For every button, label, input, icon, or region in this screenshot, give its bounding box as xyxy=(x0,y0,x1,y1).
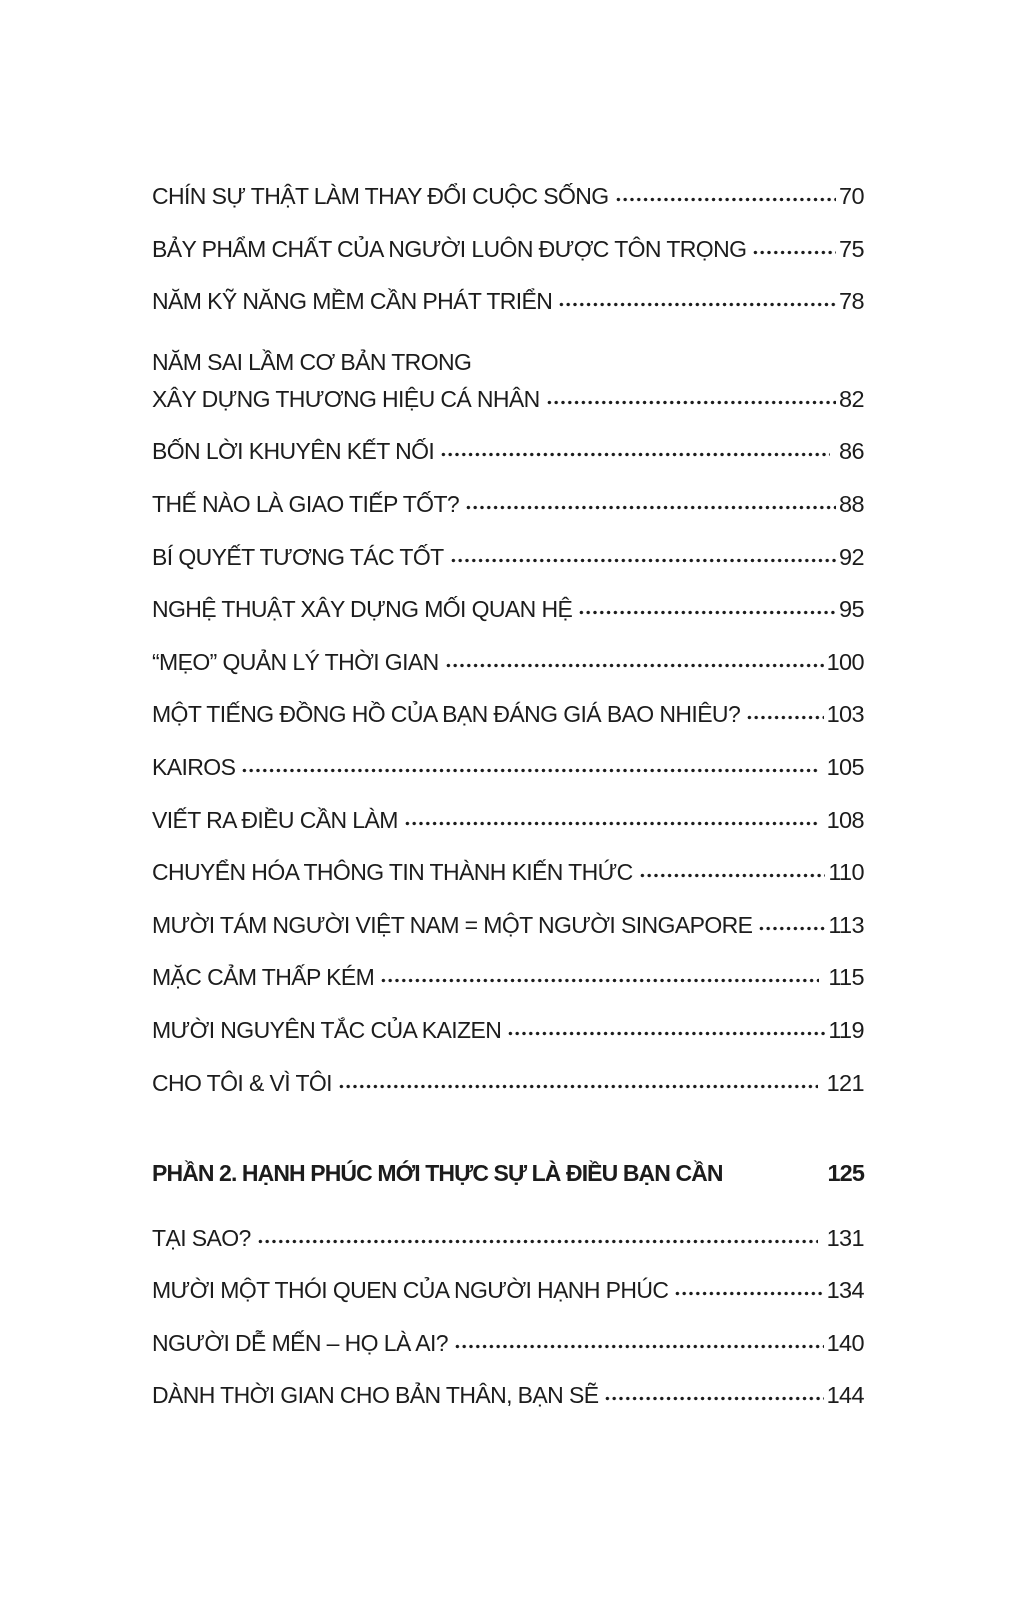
dot-leader xyxy=(440,450,830,459)
toc-entry xyxy=(152,649,864,702)
toc-section-page: 125 xyxy=(827,1160,864,1187)
toc-entry-title: VIẾT RA ĐIỀU CẦN LÀM xyxy=(152,806,398,833)
toc-entry-page: 88 xyxy=(839,490,864,517)
dot-leader xyxy=(558,300,836,309)
dot-leader xyxy=(465,503,836,512)
toc-entry-title-continued: XÂY DỰNG THƯƠNG HIỆU CÁ NHÂN xyxy=(152,385,540,412)
dot-leader xyxy=(450,556,836,565)
toc-entry-page: 131 xyxy=(820,1224,864,1251)
dot-leader xyxy=(507,1029,825,1038)
toc-entry xyxy=(152,964,864,1017)
toc-entry xyxy=(152,1070,864,1123)
toc-entry-title: “MẸO” QUẢN LÝ THỜI GIAN xyxy=(152,648,439,675)
toc-entry xyxy=(152,912,864,965)
toc-entry xyxy=(152,438,864,491)
toc-section-heading xyxy=(152,1160,864,1213)
toc-entry xyxy=(152,1330,864,1383)
dot-leader xyxy=(546,398,836,407)
toc-entry xyxy=(152,1017,864,1070)
toc-entry xyxy=(152,544,864,597)
toc-entry-title: DÀNH THỜI GIAN CHO BẢN THÂN, BẠN SẼ xyxy=(152,1382,599,1409)
dot-leader xyxy=(615,195,836,204)
dot-leader xyxy=(338,1082,818,1091)
toc-entry-page: 75 xyxy=(839,235,864,262)
toc-entry-page: 86 xyxy=(833,438,864,465)
toc-entry-title: NĂM SAI LẦM CƠ BẢN TRONG xyxy=(152,348,472,375)
toc-list xyxy=(152,183,864,1435)
dot-leader xyxy=(404,819,818,828)
toc-entry-title: MƯỜI NGUYÊN TẮC CỦA KAIZEN xyxy=(152,1016,502,1043)
toc-entry-title: CHUYỂN HÓA THÔNG TIN THÀNH KIẾN THỨC xyxy=(152,859,633,886)
toc-entry xyxy=(152,491,864,544)
toc-entry-title: MẶC CẢM THẤP KÉM xyxy=(152,964,375,991)
toc-entry-page: 115 xyxy=(822,964,864,991)
dot-leader xyxy=(257,1237,818,1246)
dot-leader xyxy=(445,661,824,670)
toc-entry-title: CHO TÔI & VÌ TÔI xyxy=(152,1069,332,1096)
toc-entry-title: KAIROS xyxy=(152,753,236,780)
toc-entry xyxy=(152,288,864,341)
dot-leader xyxy=(674,1289,823,1298)
toc-entry-page: 70 xyxy=(839,183,864,209)
toc-entry-page: 78 xyxy=(839,288,864,315)
dot-leader xyxy=(380,976,819,985)
toc-entry-title: MỘT TIẾNG ĐỒNG HỒ CỦA BẠN ĐÁNG GIÁ BAO NHIÊU? xyxy=(152,701,741,728)
toc-entry xyxy=(152,701,864,754)
toc-entry-title: THẾ NÀO LÀ GIAO TIẾP TỐT? xyxy=(152,490,460,517)
dot-leader xyxy=(639,871,826,880)
toc-entry-page: 82 xyxy=(839,385,864,412)
toc-entry-page: 113 xyxy=(828,911,864,938)
toc-section-title: PHẦN 2. HẠNH PHÚC MỚI THỰC SỰ LÀ ĐIỀU BẠN CẦN xyxy=(152,1160,723,1187)
toc-entry-title: BỐN LỜI KHUYÊN KẾT NỐI xyxy=(152,438,435,465)
toc-entry xyxy=(152,236,864,289)
dot-leader xyxy=(752,248,836,257)
toc-entry-page: 95 xyxy=(839,596,864,623)
toc-entry xyxy=(152,183,864,236)
toc-entry-page: 110 xyxy=(828,859,864,886)
toc-entry-title: MƯỜI TÁM NGƯỜI VIỆT NAM = MỘT NGƯỜI SINGAPORE xyxy=(152,911,753,938)
dot-leader xyxy=(604,1394,823,1403)
toc-entry-page: 144 xyxy=(826,1382,864,1409)
toc-entry xyxy=(152,754,864,807)
dot-leader xyxy=(746,713,823,722)
toc-entry-page: 121 xyxy=(820,1069,864,1096)
toc-entry-title: NĂM KỸ NĂNG MỀM CẦN PHÁT TRIỂN xyxy=(152,288,553,315)
toc-entry xyxy=(152,1225,864,1278)
toc-entry xyxy=(152,1277,864,1330)
toc-entry-page: 105 xyxy=(820,753,864,780)
dot-leader xyxy=(454,1342,824,1351)
toc-entry xyxy=(152,596,864,649)
toc-entry-title: CHÍN SỰ THẬT LÀM THAY ĐỔI CUỘC SỐNG xyxy=(152,183,609,209)
toc-entry xyxy=(152,807,864,860)
toc-entry-page: 100 xyxy=(826,648,864,675)
toc-entry-page: 140 xyxy=(826,1329,864,1356)
toc-entry-title: MƯỜI MỘT THÓI QUEN CỦA NGƯỜI HẠNH PHÚC xyxy=(152,1277,669,1304)
toc-entry-title: NGHỆ THUẬT XÂY DỰNG MỐI QUAN HỆ xyxy=(152,596,573,623)
dot-leader xyxy=(578,608,836,617)
toc-entry xyxy=(152,1382,864,1435)
toc-entry-page: 108 xyxy=(820,806,864,833)
toc-entry-page: 119 xyxy=(828,1016,864,1043)
toc-entry-page: 92 xyxy=(839,543,864,570)
toc-entry-page: 134 xyxy=(826,1277,864,1304)
toc-entry-line1 xyxy=(152,349,864,386)
toc-entry-page: 103 xyxy=(826,701,864,728)
toc-entry xyxy=(152,859,864,912)
toc-entry-title: TẠI SAO? xyxy=(152,1224,251,1251)
dot-leader xyxy=(241,766,817,775)
dot-leader xyxy=(758,924,825,933)
toc-entry-title: NGƯỜI DỄ MẾN – HỌ LÀ AI? xyxy=(152,1329,448,1356)
toc-entry-line2 xyxy=(152,386,864,439)
toc-entry-title: BÍ QUYẾT TƯƠNG TÁC TỐT xyxy=(152,543,444,570)
toc-entry-title: BẢY PHẨM CHẤT CỦA NGƯỜI LUÔN ĐƯỢC TÔN TRỌNG xyxy=(152,235,747,262)
toc-entry xyxy=(152,349,864,439)
